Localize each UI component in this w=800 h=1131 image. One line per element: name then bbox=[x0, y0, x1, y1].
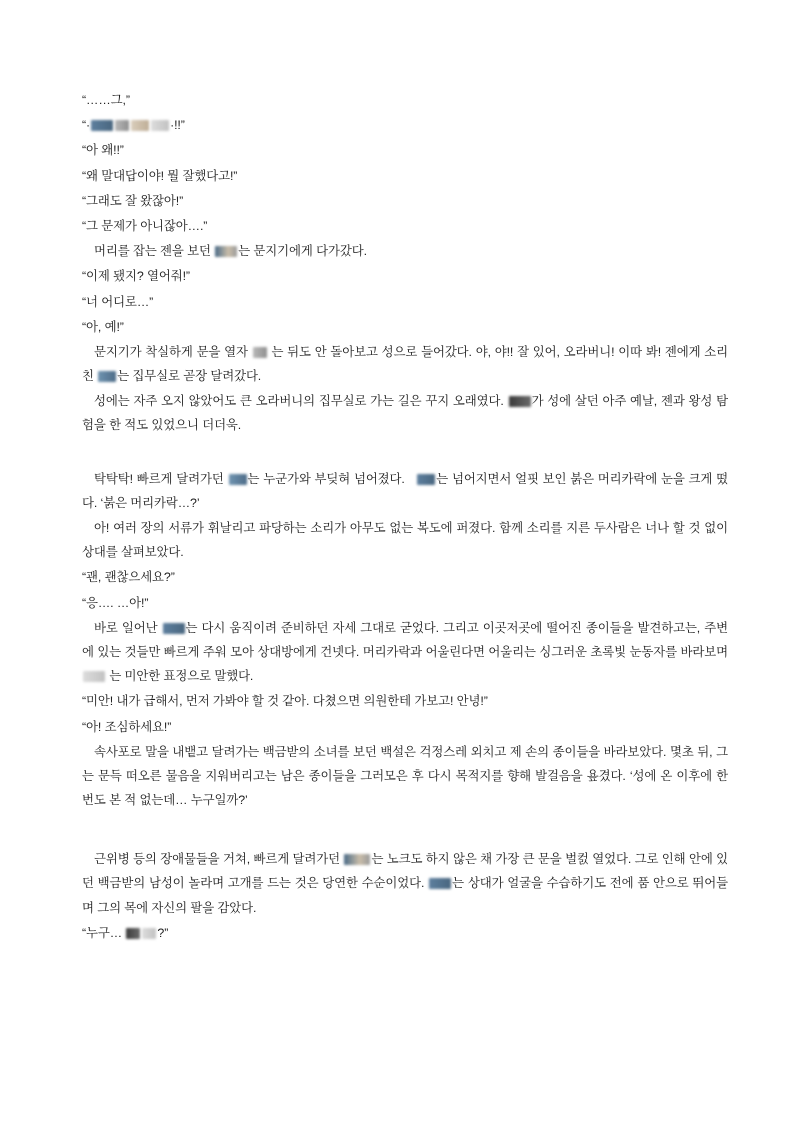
section-gap bbox=[82, 813, 728, 847]
quote-close: ·!!” bbox=[170, 118, 185, 133]
redaction-block bbox=[83, 671, 105, 682]
narration-text: 는 노크도 하지 않은 채 가장 큰 문을 벌컰 열었다. 그로 인해 안에 있던 백금받의 남성이 놀라며 고개를 드는 것은 당연한 수순이었다. bbox=[82, 852, 728, 891]
narration-paragraph bbox=[82, 467, 728, 515]
dialogue-line: “이제 됐지? 열어줘!” bbox=[82, 269, 190, 284]
dialogue-line: “……그,” bbox=[82, 93, 130, 107]
narration-text: 문지기가 착실하게 문을 열자 bbox=[94, 344, 252, 359]
narration-text: 는 집무실로 곧장 달려갔다. bbox=[117, 369, 262, 384]
dialogue-line-redacted bbox=[82, 921, 728, 945]
paragraph-gap bbox=[82, 439, 728, 467]
narration-paragraph bbox=[82, 847, 728, 920]
dialogue-line: “그 문제가 아니잖아….” bbox=[82, 218, 208, 233]
narration-paragraph: 속사포로 말을 내뱉고 달려가는 백금받의 소녀를 보던 백설은 걱정스레 외치고 제 손의 종이들을 바라보았다. 몇초 뒤, 그는 문득 떠오른 물음을 지워버리고는 남은 종이들을 그러모은 후 다시 목적지를 향해 발걸음을 욮겼다. ‘성에 온 이후에 한 번도 본 적 없는데… 누구일까?’ bbox=[82, 744, 732, 808]
redaction-block bbox=[429, 878, 451, 889]
redaction-block bbox=[142, 928, 156, 939]
quote-close: ?” bbox=[157, 925, 169, 940]
quote-open: “누구… bbox=[82, 925, 126, 940]
narration-text: 바로 일어난 bbox=[94, 620, 162, 635]
redaction-block bbox=[131, 120, 149, 131]
narration-text: 근위병 등의 장애물들을 거쳐, 빠르게 달려가던 bbox=[94, 852, 344, 867]
narration-text: 는 다시 움직이려 준비하던 자세 그대로 굳었다. 그리고 이곳저곳에 떨어진 종이들을 발견하고는, 주변에 있는 것들만 빠르게 주워 모아 상대방에게 건넷다. 머리카락과 어울린다면 어울리는 싱그러운 초록빛 눈동자를 바라보며 bbox=[82, 620, 732, 659]
narration-paragraph bbox=[82, 389, 728, 437]
narration-line bbox=[82, 239, 728, 263]
dialogue-line: “아, 예!” bbox=[82, 319, 124, 334]
narration-text: 는 뒤도 안 돌아보고 성으로 들어갔다. 야, 야!! 잘 있어, 오라버니! 이따 봐! 젠에게 소리친 bbox=[82, 344, 728, 384]
narration-text: 탁탁탁! 빠르게 달려가던 bbox=[94, 471, 228, 486]
dialogue-line: “왜 말대답이야! 뭘 잘했다고!” bbox=[82, 168, 238, 183]
redaction-block bbox=[229, 474, 247, 485]
dialogue-line-redacted bbox=[82, 113, 728, 137]
redaction-block bbox=[215, 246, 237, 257]
redaction-block bbox=[98, 371, 116, 382]
quote-open: “· bbox=[82, 118, 91, 133]
narration-paragraph: 아! 여러 장의 서류가 휘날리고 파당하는 소리가 아무도 없는 복도에 퍼졌다. 함께 소리를 지른 두사람은 너나 할 것 없이 상대를 살펴보았다. bbox=[82, 521, 732, 560]
document-body bbox=[82, 88, 732, 945]
narration-text: 는 상대가 얼굴을 수습하기도 전에 품 안으로 뛰어들며 그의 목에 자신의 팔을 감았다. bbox=[82, 876, 729, 915]
dialogue-line: “아! 조심하세요!” bbox=[82, 719, 172, 734]
redaction-block bbox=[509, 396, 531, 407]
narration-text: 는 문지기에게 다가갔다. bbox=[238, 244, 367, 259]
redaction-block bbox=[163, 623, 185, 634]
narration-text: 는 넘어지면서 얼핏 보인 붉은 머리카락에 눈을 크게 떴다. ‘붉은 머리카락…?’ bbox=[82, 471, 728, 510]
redaction-block bbox=[151, 120, 169, 131]
narration-text: 는 미안한 표정으로 말했다. bbox=[106, 669, 254, 684]
narration-text: 성에는 자주 오지 않았어도 큰 오라버니의 집무실로 가는 길은 꾸지 오래였다. bbox=[94, 394, 508, 409]
dialogue-line: “아 왜!!” bbox=[82, 143, 124, 158]
redaction-block bbox=[253, 347, 267, 358]
dialogue-line: “응…. …아!” bbox=[82, 595, 149, 610]
dialogue-line: “괜, 괜찮으세요?” bbox=[82, 570, 175, 585]
narration-text: 는 누군가와 부딪혀 넘어졌다. bbox=[247, 471, 417, 486]
narration-paragraph bbox=[82, 340, 728, 388]
redaction-block bbox=[126, 928, 140, 939]
redaction-block bbox=[344, 854, 370, 865]
narration-text: 가 성에 살던 아주 예날, 젠과 왕성 탐험을 한 적도 있었으니 더더욱. bbox=[82, 394, 728, 433]
dialogue-line: “너 어디로…” bbox=[82, 294, 154, 309]
redaction-block bbox=[115, 120, 129, 131]
redaction-block bbox=[91, 120, 113, 131]
dialogue-line: “그래도 잘 왔잖아!” bbox=[82, 193, 184, 208]
narration-paragraph bbox=[82, 616, 732, 689]
narration-text: 머리를 잡는 젠을 보던 bbox=[94, 244, 215, 259]
redaction-block bbox=[417, 474, 435, 485]
dialogue-line: “미안! 내가 급해서, 먼저 가봐야 할 것 같아. 다쳤으면 의원한테 가보고! 안녕!” bbox=[82, 694, 488, 709]
